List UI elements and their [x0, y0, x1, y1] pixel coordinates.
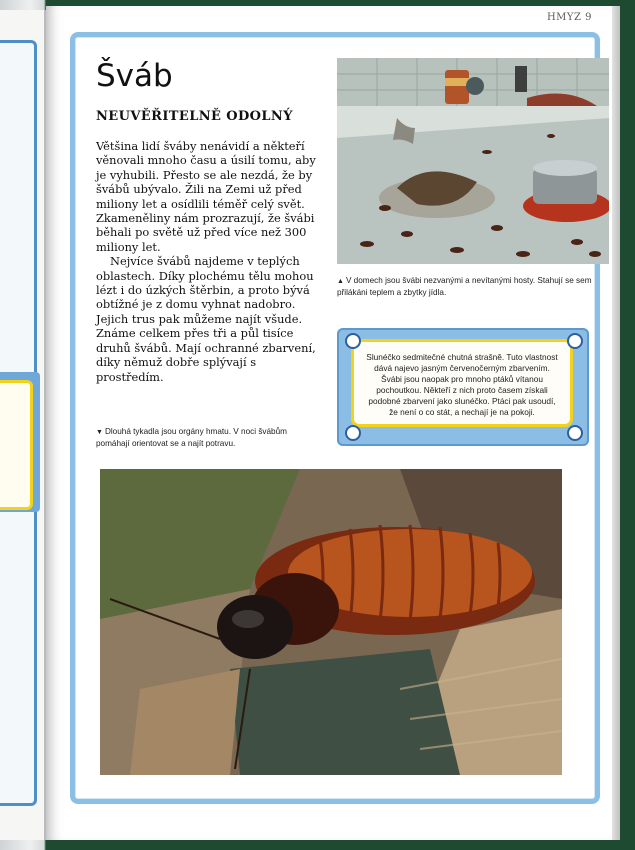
left-page-note-inner: [0, 380, 33, 510]
note-curl-icon: [345, 425, 361, 441]
caption-up-marker: ▲: [337, 278, 344, 285]
kitchen-photo: [337, 58, 609, 264]
page-subtitle: NEUVĚŘITELNĚ ODOLNÝ: [96, 109, 293, 124]
ladybird-note-text: Slunéčko sedmitečné chutná strašně. Tuto vlastnost dává najevo jasným červenočerným zbarvením. Švábi jsou naopak pro mnoho ptáků vítanou pochoutkou. Někteří z nich proto časem získali podobné zbarvení jako slunéčko. Ptáci pak usoudí, že není o co stát, a nechají je na pokoji.: [366, 352, 558, 417]
note-curl-icon: [567, 425, 583, 441]
left-page-note-box: [0, 372, 40, 512]
left-page-edge: [0, 10, 46, 840]
cockroach-photo: [100, 469, 562, 775]
kitchen-caption: [337, 275, 595, 298]
ladybird-note: [351, 339, 573, 427]
note-curl-icon: [567, 333, 583, 349]
caption-down-marker: ▼: [96, 429, 103, 436]
paragraph-1: Většina lidí šváby nenávidí a někteří věnovali mnoho času a úsilí tomu, aby je vyhubili. Přesto se ale nezdá, že by švábů ubývalo. Žili na Zemi už před miliony let a osídlili téměř celý svět. Zkameněliny nám prozrazují, že švábi běhali po světě už před více než 300 miliony let.: [96, 139, 316, 254]
article-body: [96, 139, 318, 384]
antennae-caption: [96, 426, 316, 449]
note-curl-icon: [345, 333, 361, 349]
ladybird-note-box: [337, 328, 589, 446]
page-title: Šváb: [96, 58, 173, 94]
page-fore-edge: [612, 6, 620, 840]
book-page: [46, 6, 616, 840]
running-head: HMYZ 9: [546, 12, 592, 23]
antennae-caption-text: Dlouhá tykadla jsou orgány hmatu. V noci švábům pomáhají orientovat se a najít potravu.: [96, 427, 287, 448]
kitchen-caption-text: V domech jsou švábi nezvanými a nevítanými hosty. Stahují se sem přilákáni teplem a zbytky jídla.: [337, 276, 592, 297]
paragraph-2: Nejvíce švábů najdeme v teplých oblastech. Díky plochému tělu mohou lézt i do úzkých štěrbin, a proto bývá obtížné je z domu vyhnat nadobro. Jejich trus pak můžeme najít všude. Známe celkem přes tři a půl tisíce druhů švábů. Mají ochranné zbarvení, díky němuž dobře splývají s prostředím.: [96, 254, 316, 384]
